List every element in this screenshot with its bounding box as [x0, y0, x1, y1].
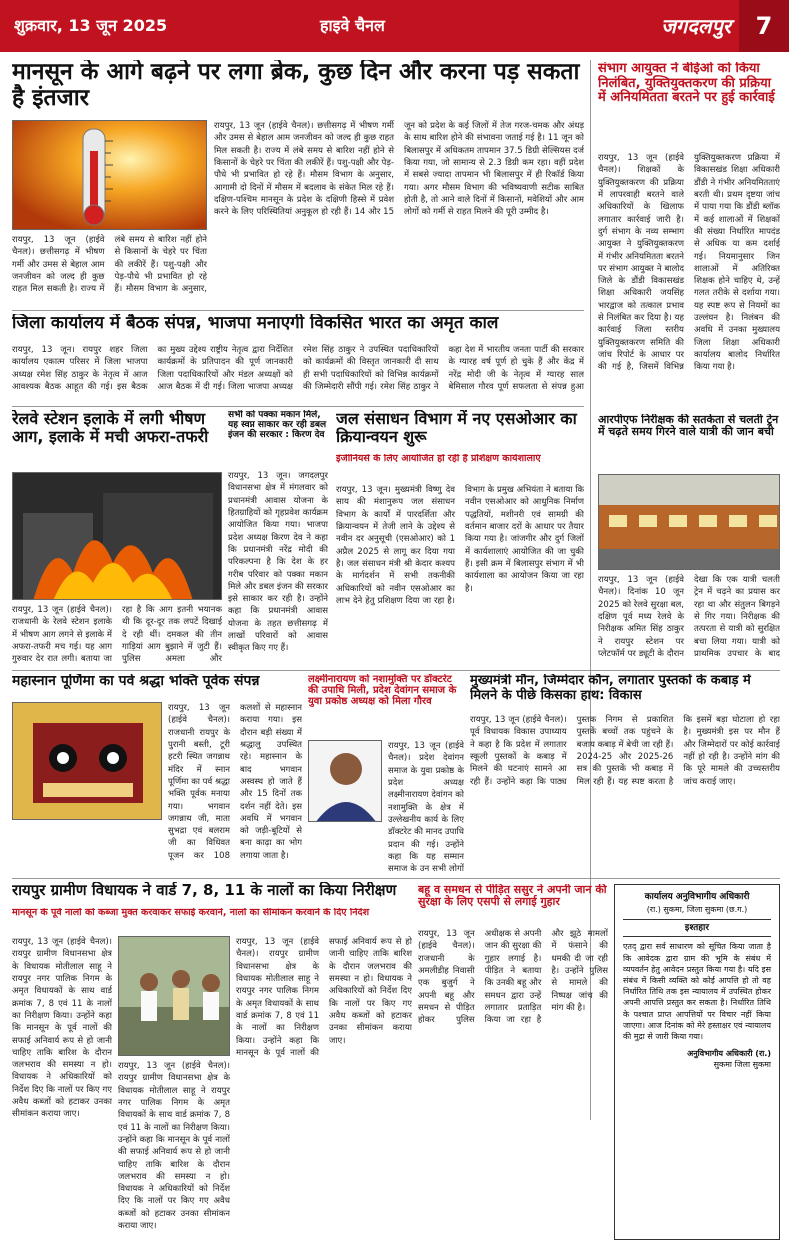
notice-signature-sub: सुकमा जिला सुकमा [713, 1060, 771, 1070]
notice-title: इश्तहार [623, 919, 771, 938]
woman-headline: बहू व समधन से पीड़ित ससुर ने अपनी जान की सुरक्षा के लिए एसपी से लगाई गुहार [418, 884, 607, 909]
heat-body-left: रायपुर, 13 जून (हाईवे चैनल)। छत्तीसगढ़ में भीषण गर्मी और उमस से बेहाल आम जनजीवन को जल्द ही कुछ राहत मिल सकती है। राज्य में लंबे समय से बारिश नहीं होने से किसानों के चेहरे पर चिंता की लकीरें हैं। पशु-पक्षी और पेड़-पौधे भी प्रभावित हो रहे हैं। मौसम विभाग के अनुसार, [12, 235, 207, 295]
notice-office: कार्यालय अनुविभागीय अधिकारी [644, 892, 750, 902]
newspaper-name: हाइवे चैनल [320, 16, 385, 35]
woman-body: रायपुर, 13 जून (हाईवे चैनल)। राजधानी के अमलीडीह निवासी एक बुजुर्ग ने अपनी बहू और समधन से पीड़ित होकर पुलिस अधीक्षक से अपनी जान की सुरक्षा की गुहार लगाई है। पीड़ित ने बताया कि उनकी बहू और समधन द्वारा उन्हें लगातार प्रताड़ित किया जा रहा है और झूठे मामलों में फंसाने की धमकी दी जा रही है। उन्होंने पुलिस से मामले की निष्पक्ष जांच की मांग की है। [418, 929, 608, 1026]
houses-body: रायपुर, 13 जून। जगदलपुर विधानसभा क्षेत्र में मंगलवार को प्रधानमंत्री आवास योजना के हितग्राहियों को गृहप्रवेश कार्यक्रम आयोजित किया गया। भाजपा प्रदेश अध्यक्ष किरण देव ने कहा कि प्रधानमंत्री नरेंद्र मोदी की परिकल्पना है कि देश के हर गरीब परिवार को पक्का मकान मिले और डबल इंजन की सरकार इसे साकार कर रही है। उन्होंने कहा कि प्रधानमंत्री आवास योजना के तहत छत्तीसगढ़ में लाखों परिवारों को आवास स्वीकृत किए गए हैं। [228, 471, 328, 654]
portrait-photo [308, 740, 382, 822]
mla-body-bottom: रायपुर, 13 जून (हाईवे चैनल)। रायपुर ग्रामीण विधानसभा क्षेत्र के विधायक मोतीलाल साहू ने रायपुर नगर पालिक निगम के अमृत विधायकों के साथ वार्ड क्रमांक 7, 8 एवं 11 के नालों का निरीक्षण किया। उन्होंने कहा कि मानसून के पूर्व नालों की सफाई अनिवार्य रूप से हो जानी चाहिए ताकि बारिश के दौरान जलभराव की समस्या न हो। विधायक ने अधिकारियों को निर्देश दिए कि नालों पर किए गए अवैध कब्जों को हटाकर उनका सीमांकन कराया जाए। [118, 1061, 230, 1232]
rpf-headline: आरपीएफ निरीक्षक की सतर्कता से चलती ट्रेन में चढ़ते समय गिरने वाले यात्री की जान बची [598, 414, 779, 439]
purnima-headline: महास्नान पूर्णिमा का पर्व श्रद्धा भक्ति पूर्वक संपन्न [12, 674, 260, 689]
mla-body-left: रायपुर, 13 जून (हाईवे चैनल)। रायपुर ग्रामीण विधानसभा क्षेत्र के विधायक मोतीलाल साहू ने रायपुर नगर पालिक निगम के अमृत विधायकों के साथ वार्ड क्रमांक 7, 8 एवं 11 के नालों का निरीक्षण किया। उन्होंने कहा कि मानसून के पूर्व नालों की सफाई अनिवार्य रूप से हो जानी चाहिए ताकि बारिश के दौरान जलभराव की समस्या न हो। विधायक ने अधिकारियों को निर्देश दिए कि नालों पर किए गए अवैध कब्जों को हटाकर उनका सीमांकन कराया जाए। [12, 937, 112, 1120]
vikas-body: रायपुर, 13 जून (हाईवे चैनल)। पूर्व विधायक विकास उपाध्याय ने कहा है कि प्रदेश में लगातार स्कूली पुस्तकों के कबाड़ में मिलने की घटनाएं सामने आ रही हैं। उन्होंने कहा कि पाठ्य पुस्तक निगम से प्रकाशित पुस्तकें बच्चों तक पहुंचने के बजाय कबाड़ में बेची जा रही हैं। 2024-25 और 2025-26 सत्र की पुस्तकें भी कबाड़ में मिल रही हैं। यह स्पष्ट करता है कि इसमें बड़ा घोटाला हो रहा है। मुख्यमंत्री इस पर मौन हैं और जिम्मेदारों पर कोई कार्रवाई नहीं हो रही है। उन्होंने मांग की कि पूरे मामले की उच्चस्तरीय जांच कराई जाए। [470, 715, 780, 787]
heat-body-right: रायपुर, 13 जून (हाईवे चैनल)। छत्तीसगढ़ में भीषण गर्मी और उमस से बेहाल आम जनजीवन को जल्द ही कुछ राहत मिल सकती है। राज्य में लंबे समय से बारिश नहीं होने से किसानों के चेहरे पर चिंता की लकीरें हैं। पशु-पक्षी और पेड़-पौधे भी प्रभावित हो रहे हैं। मौसम विभाग के अनुसार, आगामी दो दिनों में मौसम में बदलाव के संकेत मिल रहे हैं। दक्षिण-पश्चिम मानसून के प्रदेश के दक्षिणी हिस्से में प्रवेश करने के लिए परिस्थितियां अनुकूल हो रही हैं। 14 और 15 जून को प्रदेश के कई जिलों में तेज गरज-चमक और अंधड़ के साथ बारिश होने की संभावना जताई गई है। 11 जून को बिलासपुर में अधिकतम तापमान 37.5 डिग्री सेल्सियस दर्ज किया गया, जो सामान्य से 2.3 डिग्री कम रहा। वहीं प्रदेश में सबसे ज्यादा तापमान भी बिलासपुर में ही रिकॉर्ड किया गया। अगर मौसम विभाग की भविष्यवाणी सटीक साबित होती है, तो आने वाले दिनों में किसानों, मवेशियों और आम लोगों को गर्मी से राहत मिलने की पूरी उम्मीद है। [214, 121, 584, 218]
masthead-bar [0, 0, 789, 52]
fire-image [13, 473, 222, 600]
commissioner-headline: संभाग आयुक्त ने बीईओ को किया निलंबित, युक्तियुक्तकरण की प्रक्रिया में अनियमितता बरतने पर हुई कार्रवाई [598, 62, 775, 106]
heat-headline: मानसून के आगे बढ़ने पर लगा ब्रेक, कुछ दिन और करना पड़ सकता है इंतजार [12, 60, 580, 111]
train-image [599, 475, 780, 570]
bjp-body: रायपुर, 13 जून। रायपुर शहर जिला कार्यालय एकात्म परिसर में जिला भाजपा अध्यक्ष रमेश सिंह ठाकुर के नेतृत्व में आज आवश्यक बैठक आहूत की गई। इस बैठक का मुख्य उद्देश्य राष्ट्रीय नेतृत्व द्वारा निर्देशित कार्यक्रमों के प्रतिपादन की पूर्ण जानकारी जिला पदाधिकारियों और मंडल अध्यक्षों को आज बैठक में दी गई। जिला भाजपा अध्यक्ष रमेश सिंह ठाकुर ने उपस्थित पदाधिकारियों को कार्यक्रमों की विस्तृत जानकारी दी साथ ही सभी पदाधिकारियों को विभिन्न कार्यक्रमों की जिम्मेदारी सौंपी गई। रमेश सिंह ठाकुर ने कहा देश में भारतीय जनता पार्टी की सरकार के ग्यारह वर्ष पूर्ण हो चुके हैं और केंद्र में नरेंद्र मोदी जी के नेतृत्व में ग्यारह साल बेमिसाल गौरव पूर्ण सफलता से संपन्न हुआ [12, 345, 584, 392]
mla-body-right: रायपुर, 13 जून (हाईवे चैनल)। रायपुर ग्रामीण विधानसभा क्षेत्र के विधायक मोतीलाल साहू ने रायपुर नगर पालिक निगम के अमृत विधायकों के साथ वार्ड क्रमांक 7, 8 एवं 11 के नालों का निरीक्षण किया। उन्होंने कहा कि मानसून के पूर्व नालों की सफाई अनिवार्य रूप से हो जानी चाहिए ताकि बारिश के दौरान जलभराव की समस्या न हो। विधायक ने अधिकारियों को निर्देश दिए कि नालों पर किए गए अवैध कब्जों को हटाकर उनका सीमांकन कराया जाए। [236, 937, 412, 1058]
portrait-image [309, 741, 382, 822]
notice-signature: अनुविभागीय अधिकारी (रा.) [687, 1049, 771, 1059]
notice-office-sub: (रा.) सुकमा, जिला सुकमा (छ.ग.) [646, 904, 748, 914]
houses-headline: सभी को पक्का मकान मिले, यह स्वप्न साकार कर रही डबल इंजन की सरकार : किरण देव [228, 410, 327, 441]
water-body: रायपुर, 13 जून। मुख्यमंत्री विष्णु देव साय की मंशानुरूप जल संसाधन विभाग के कार्यों में पारदर्शिता और क्रियान्वयन में तेजी लाने के उद्देश्य से नवीन दर अनुसूची (एसओआर) को 1 अप्रैल 2025 से लागू कर दिया गया है। जल संसाधन मंत्री श्री केदार कश्यप के मार्गदर्शन में सभी तकनीकी अधिकारियों को नवीन एसओआर का लाभ देने हेतु प्रशिक्षण दिया जा रहा है। विभाग के प्रमुख अभियंता ने बताया कि नवीन एसओआर को आधुनिक निर्माण पद्धतियों, मशीनरी एवं सामग्री की वर्तमान बाजार दरों के आधार पर तैयार किया गया है। जांजगीर और दुर्ग जिलों में कार्यशालाएं आयोजित की जा चुकी हैं। इसी क्रम में बिलासपुर संभाग में भी कार्यशाला का आयोजन किया जा रहा है। [336, 485, 584, 606]
thermometer-image [13, 121, 207, 230]
edition-city: जगदलपुर [661, 14, 731, 38]
inspection-image [119, 937, 230, 1056]
commissioner-body: रायपुर, 13 जून (हाईवे चैनल)। शिक्षकों के युक्तियुक्तकरण की प्रक्रिया में लापरवाही बरतने वाले अधिकारियों के खिलाफ लगातार कार्रवाई जारी है। दुर्ग संभाग के नव्य सम्भाग आयुक्त ने युक्तियुक्तकरण में गंभीर अनियमितता बरतने पर संभाग आयुक्त ने बालोद जिले के डौंडी विकासखंड शिक्षा अधिकारी जयसिंह भारद्वाज को तत्काल प्रभाव से निलंबित कर दिया है। यह कार्रवाई जिला स्तरीय युक्तियुक्तकरण समिति की जांच रिपोर्ट के आधार पर की गई है, जिसमें विभिन्न युक्तियुक्तकरण प्रक्रिया में विकासखंड शिक्षा अधिकारी डौंडी ने गंभीर अनियमितताएं बरती थी। प्रथम दृष्टया जांच में पाया गया कि डौंडी ब्लॉक में कई शालाओं में शिक्षकों की संख्या निर्धारित मापदंड से अधिक या कम दर्शाई गई। नियमानुसार जिन शालाओं में अतिरिक्त शिक्षक होने चाहिए थे, उन्हें गलत तरीके से दर्शाया गया। यह स्पष्ट रूप से नियमों का उल्लंघन है। निलंबन की अवधि में उनका मुख्यालय जिला शिक्षा अधिकारी कार्यालय बालोद निर्धारित किया गया है। [598, 153, 780, 373]
temple-image [13, 703, 162, 820]
water-headline: जल संसाधन विभाग में नए एसओआर का क्रियान्वयन शुरू [336, 410, 577, 446]
mla-headline: रायपुर ग्रामीण विधायक ने वार्ड 7, 8, 11 के नालों का किया निरीक्षण [12, 882, 397, 899]
fire-photo [12, 472, 222, 600]
inspection-photo [118, 936, 230, 1056]
train-photo [598, 474, 780, 570]
notice-body: एतद् द्वारा सर्व साधारण को सूचित किया जाता है कि आवेदक द्वारा ग्राम की भूमि के संबंध में व्यपवर्तन हेतु आवेदन प्रस्तुत किया गया है। यदि इस संबंध में किसी व्यक्ति को कोई आपत्ति हो तो वह निर्धारित तिथि तक इस न्यायालय में उपस्थित होकर अपनी आपत्ति प्रस्तुत कर सकता है। निर्धारित तिथि के पश्चात प्राप्त आपत्तियों पर विचार नहीं किया जाएगा। आज दिनांक को मेरे हस्ताक्षर एवं न्यायालय की मुद्रा से जारी किया गया। [623, 942, 771, 1041]
page-number: 7 [739, 0, 789, 52]
legal-notice-ad [614, 884, 780, 1240]
mla-subheadline: मानसून के पूर्व नालों को कब्जा मुक्त करवाकर सफाई करवाने, नालों का सीमांकन करवाने के दिए निर्देश [12, 908, 370, 918]
doctor-body: रायपुर, 13 जून (हाईवे चैनल)। प्रदेश देवांगन समाज के युवा प्रकोष्ठ के प्रदेश अध्यक्ष लक्ष्मीनारायण देवांगन को नशामुक्ति के क्षेत्र में उल्लेखनीय कार्य के लिए डॉक्टरेट की मानद उपाधि प्रदान की गई। उन्होंने कहा कि यह सम्मान समाज के उन सभी लोगों [388, 741, 464, 874]
vikas-headline: मुख्यमंत्री मौन, जिम्मेदार कौन, लगातार पुस्तकों के कबाड़ में मिलने के पीछे किसका हाथ: विकास [470, 674, 751, 703]
railway-body: रायपुर, 13 जून (हाईवे चैनल)। राजधानी के रेलवे स्टेशन इलाके में भीषण आग लगने से इलाके में अफरा-तफरी मच गई। यह आग गुरुवार देर रात लगी। बताया जा रहा है कि आग इतनी भयानक थी कि दूर-दूर तक लपटें दिखाई दे रही थीं। दमकल की तीन गाड़ियां आग बुझाने में जुटी हैं। पुलिस अमला और [12, 605, 222, 665]
rpf-body: रायपुर, 13 जून (हाईवे चैनल)। दिनांक 10 जून 2025 को रेलवे सुरक्षा बल, दक्षिण पूर्व मध्य रेलवे के निरीक्षक अमित सिंह ठाकुर ने रायपुर स्टेशन पर प्लेटफॉर्म पर ड्यूटी के दौरान देखा कि एक यात्री चलती ट्रेन में चढ़ने का प्रयास कर रहा था और संतुलन बिगड़ने से गिर गया। निरीक्षक की तत्परता से यात्री को सुरक्षित बचा लिया गया। यात्री को प्राथमिक उपचार के बाद [598, 575, 780, 659]
railway-headline: रेलवे स्टेशन इलाके में लगी भीषण आग, इलाके में मची अफरा-तफरी [12, 410, 209, 446]
purnima-body: रायपुर, 13 जून (हाईवे चैनल)। राजधानी रायपुर के पुरानी बस्ती, टूरी हटरी स्थित जगन्नाथ मंदिर में स्नान पूर्णिमा का पर्व श्रद्धा भक्ति पूर्वक मनाया गया। भगवान जगन्नाथ जी, माता सुभद्रा एवं बलराम जी का विधिवत पूजन कर 108 कलशों से महास्नान कराया गया। इस दौरान बड़ी संख्या में श्रद्धालु उपस्थित रहे। महास्नान के बाद भगवान अस्वस्थ हो जाते हैं और 15 दिनों तक दर्शन नहीं देते। इस अवधि में भगवान को जड़ी-बूटियों से बना काढ़ा का भोग लगाया जाता है। [168, 703, 302, 861]
bjp-headline: जिला कार्यालय में बैठक संपन्न, भाजपा मनाएगी विकसित भारत का अमृत काल [12, 314, 499, 333]
issue-date: शुक्रवार, 13 जून 2025 [14, 16, 168, 35]
thermometer-photo [12, 120, 207, 230]
temple-photo [12, 702, 162, 820]
doctor-headline: लक्ष्मीनारायण को नशामुक्ति पर डॉक्टरेट की उपाधि मिली, प्रदेश देवांगन समाज के युवा प्रकोष्ठ अध्यक्ष को मिला गौरव [308, 674, 457, 708]
water-subheadline: इंजीनियर्स के लिए आयोजित हो रहीं हैं प्रशिक्षण कार्यशालाएं [336, 454, 541, 464]
